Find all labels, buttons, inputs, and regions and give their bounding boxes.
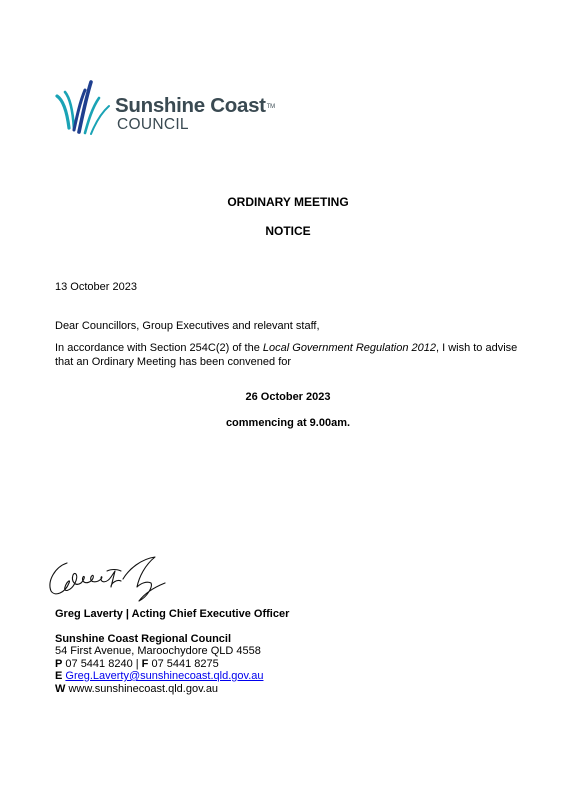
- regulation-name: Local Government Regulation 2012: [262, 342, 436, 354]
- salutation: Dear Councillors, Group Executives and relevant staff,: [55, 320, 320, 332]
- fax-number: 07 5441 8275: [148, 658, 219, 670]
- sunshine-coast-council-logo: [55, 78, 295, 140]
- phone-number: 07 5441 8240 |: [62, 658, 142, 670]
- meeting-time: commencing at 9.00am.: [225, 417, 351, 429]
- fax-label: F: [141, 658, 149, 670]
- signatory-name-title: Greg Laverty | Acting Chief Executive Officer: [55, 608, 290, 620]
- heading-notice: NOTICE: [265, 224, 311, 238]
- trademark-symbol: TM: [266, 104, 275, 110]
- body-paragraph: [55, 341, 525, 369]
- body-text-part1: In accordance with Section 254C(2) of the: [55, 342, 263, 354]
- email-line: [55, 670, 263, 683]
- web-label: W: [55, 683, 66, 695]
- handwritten-signature: [45, 553, 175, 603]
- wave-emblem-icon: [55, 78, 117, 140]
- email-label: E: [55, 670, 63, 682]
- website-line: [55, 683, 218, 696]
- meeting-date: 26 October 2023: [245, 391, 331, 403]
- email-link[interactable]: Greg.Laverty@sunshinecoast.qld.gov.au: [65, 670, 264, 682]
- website-url: www.sunshinecoast.qld.gov.au: [65, 683, 219, 695]
- organisation-name: Sunshine Coast Regional Council: [55, 633, 232, 645]
- heading-ordinary-meeting: ORDINARY MEETING: [227, 195, 349, 209]
- phone-fax-line: [55, 658, 219, 671]
- letter-date: 13 October 2023: [55, 281, 137, 293]
- phone-label: P: [55, 658, 63, 670]
- logo-subtitle: COUNCIL: [117, 116, 189, 133]
- address: 54 First Avenue, Maroochydore QLD 4558: [55, 645, 261, 657]
- logo-wordmark: Sunshine Coast™: [115, 94, 275, 117]
- body-text-part2: , I wish to advise that an Ordinary Meeting has been convened for: [55, 342, 518, 368]
